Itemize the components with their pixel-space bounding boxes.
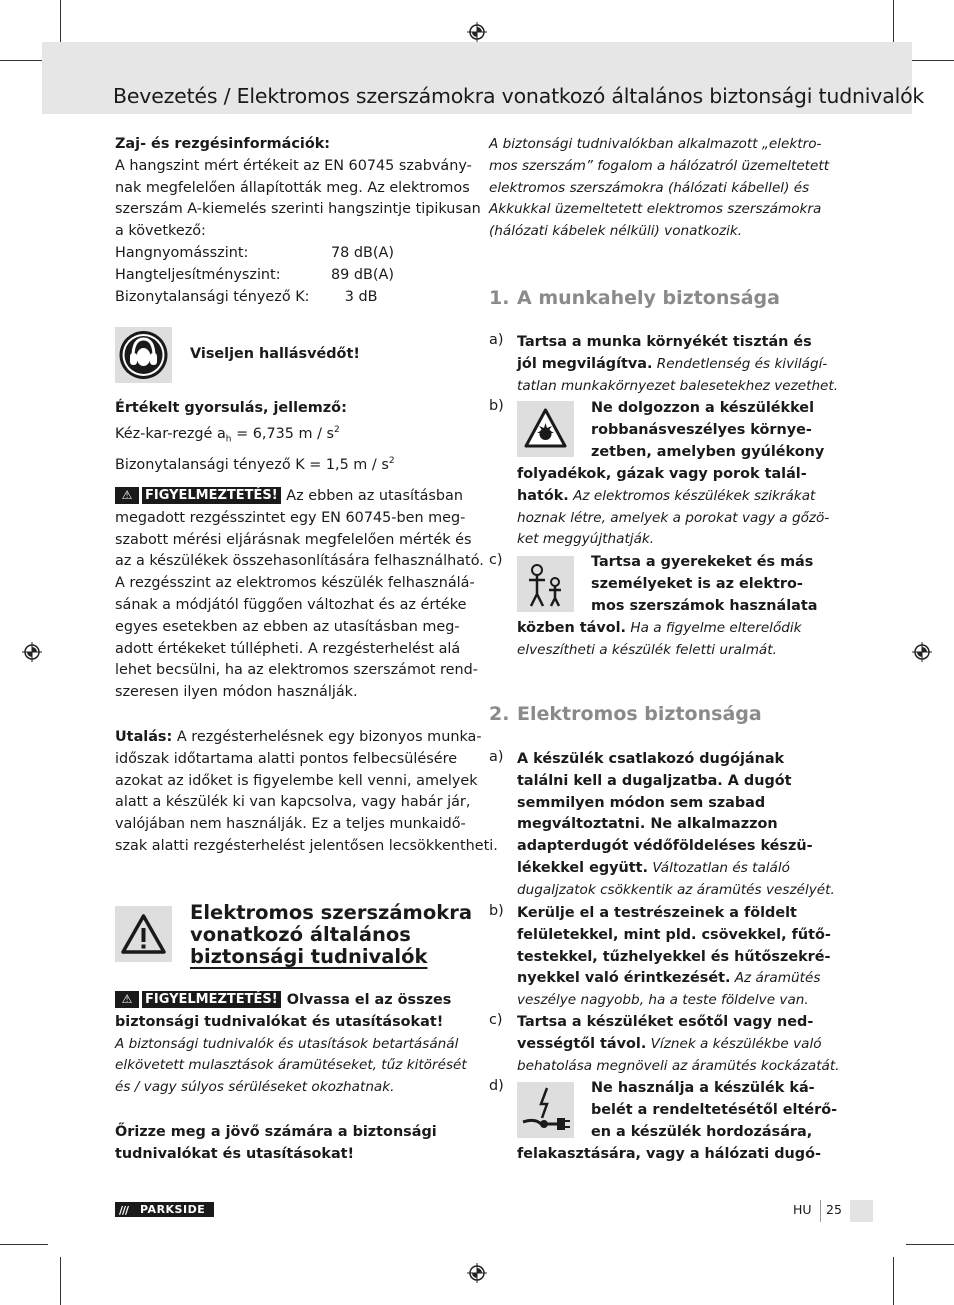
general-safety-title	[190, 902, 472, 968]
intro-line: elektromos szerszámokra (hálózati kábellel) és	[489, 179, 810, 196]
item-label: b)	[489, 903, 504, 919]
item-bold-text: jól megvilágítva.	[517, 355, 653, 372]
warning-text-line: lehet becsülni, ha az elektromos szerszámot rend-	[115, 662, 478, 679]
item-italic-line: ket meggyújthatják.	[517, 531, 655, 548]
note-text: A rezgésterhelésnek egy bizonyos munka-	[172, 729, 482, 745]
keep-instructions-line: tudnivalókat és utasításokat!	[115, 1145, 355, 1162]
general-safety-title-line: Elektromos szerszámokra	[190, 901, 473, 924]
item-bold-line: folyadékok, gázak vagy porok talál-	[517, 466, 807, 482]
item-italic-line: dugaljzatok csökkentik az áramütés veszélyét.	[517, 881, 835, 898]
section-title: A munkahely biztonsága	[517, 287, 780, 309]
item-bold-text: közben távol.	[517, 620, 627, 636]
acceleration-line	[115, 420, 465, 451]
item-bold-text: nyekkel való érintkezését.	[517, 970, 731, 987]
note-line	[115, 727, 482, 749]
spec-label: Hangteljesítményszint:	[115, 266, 281, 283]
keep-instructions-block	[115, 1122, 465, 1166]
item-line	[517, 618, 802, 640]
crop-mark	[893, 1257, 894, 1305]
item-bold-text: lékekkel együtt.	[517, 859, 649, 876]
item-bold-text: vességtől távol.	[517, 1035, 647, 1052]
item-1c-bottom	[517, 618, 802, 662]
item-bold-line: megváltoztatni. Ne alkalmazzon	[517, 816, 778, 833]
language-code: HU	[793, 1202, 812, 1217]
intro-line: (hálózati kábelek nélküli) vonatkozik.	[489, 223, 743, 240]
logo-brand: PARKSIDE	[140, 1203, 206, 1216]
page-title: Bevezetés / Elektromos szerszámokra vonatkozó általános biztonsági tudnivalók	[113, 84, 925, 108]
item-bold-line: Ne használja a készülék ká-	[591, 1080, 815, 1096]
spec-row	[115, 243, 465, 265]
item-bold-line: A készülék csatlakozó dugójának	[517, 751, 785, 767]
section-number: 1.	[489, 287, 510, 309]
note-text-line: szak alatti rezgésterhelést jelentősen lecsökkentheti.	[115, 837, 498, 854]
accel-superscript: 2	[334, 424, 340, 435]
item-line	[517, 858, 835, 880]
warning-triangle-icon: ⚠	[115, 991, 139, 1008]
item-bold-line: mos szerszámok használata	[591, 597, 818, 614]
item-bold-line: találni kell a dugaljzatba. A dugót	[517, 772, 792, 789]
note-block	[115, 727, 498, 858]
item-bold-line: személyeket is az elektro-	[591, 575, 803, 592]
section-2-heading	[489, 703, 762, 725]
registration-mark-icon	[467, 22, 487, 42]
spec-label: Hangnyomásszint:	[115, 244, 249, 261]
warning-text-line: megadott rezgésszintet egy EN 60745-ben meg-	[115, 509, 466, 526]
hearing-protection-text: Viseljen hallásvédőt!	[190, 346, 360, 362]
item-bold-text: hatók.	[517, 487, 569, 504]
logo-stripes: ///	[119, 1204, 129, 1217]
item-label: a)	[489, 749, 504, 765]
keep-instructions-line: Őrizze meg a jövő számára a biztonsági	[115, 1124, 437, 1140]
item-italic-line: elveszítheti a készülék feletti uralmát.	[517, 641, 777, 658]
item-bold-line: adapterdugót védőföldeléses készü-	[517, 838, 813, 855]
noise-line: A hangszint mért értékeit az EN 60745 szabvány-	[115, 157, 472, 174]
intro-line: mos szerszám” fogalom a hálózatról üzemeltetett	[489, 157, 830, 174]
spec-row	[115, 287, 465, 309]
crop-mark	[60, 1257, 61, 1305]
item-line	[517, 968, 831, 990]
item-bold-line: robbanásveszélyes környe-	[591, 421, 812, 438]
spec-row	[115, 265, 465, 287]
warning-text-line: adott értékeket túllépheti. A rezgésterhelést alá	[115, 640, 461, 657]
item-bold-line: Ne dolgozzon a készülékkel	[591, 400, 815, 416]
item-1a	[517, 332, 838, 397]
item-italic-text: Az áramütés	[730, 970, 821, 987]
warning-text-line: biztonsági tudnivalókat és utasításokat!	[115, 1013, 444, 1030]
warning-triangle-icon	[115, 906, 172, 962]
item-line	[517, 1034, 840, 1056]
item-italic-line: tatlan munkakörnyezet balesetekhez vezethet.	[517, 377, 839, 394]
accel-subscript: h	[225, 434, 232, 445]
warning-line	[115, 990, 465, 1012]
warning-italic-line: A biztonsági tudnivalók és utasítások betartásánál	[115, 1035, 459, 1052]
intro-line: Akkukkal üzemeltetett elektromos szerszámokra	[489, 201, 822, 218]
spec-value: 78 dB(A)	[331, 244, 394, 261]
item-italic-line: veszélye nagyobb, ha a teste földelve van.	[517, 992, 809, 1009]
item-label: c)	[489, 1012, 503, 1028]
warning-italic-line: és / vagy súlyos sérüléseket okozhatnak.	[115, 1079, 395, 1096]
warning-text-line: A rezgésszint az elektromos készülék felhasználá-	[115, 575, 475, 592]
item-italic-text: Változatlan és találó	[648, 859, 790, 876]
registration-mark-icon	[22, 642, 42, 662]
footer-tab	[850, 1200, 873, 1222]
spec-label: Bizonytalansági tényező K:	[115, 288, 310, 305]
section-number: 2.	[489, 703, 510, 725]
warning-line	[115, 486, 465, 508]
item-1c-top	[591, 552, 817, 617]
noise-info-block	[115, 134, 481, 308]
warning-label: FIGYELMEZTETÉS!	[142, 487, 281, 504]
note-text-line: azokat az időket is figyelembe kell venni, amelyek	[115, 772, 478, 789]
accel-label: Kéz-kar-rezgé a	[115, 425, 226, 442]
item-line	[517, 354, 838, 376]
warning-block-2	[115, 990, 465, 1099]
warning-text-line: egyes esetekben az ebben az utasításban meg-	[115, 618, 460, 635]
parkside-logo	[115, 1202, 214, 1217]
noise-line: nak megfelelően állapították meg. Az elektromos	[115, 179, 470, 196]
general-safety-title-line: vonatkozó általános	[190, 923, 411, 946]
note-label: Utalás:	[115, 729, 173, 745]
item-italic-text: Ha a figyelme elterelődik	[626, 620, 802, 636]
item-2a	[517, 749, 835, 902]
general-safety-title-line: biztonsági tudnivalók	[190, 945, 428, 968]
item-italic-line: hoznak létre, amelyek a porokat vagy a gőzö-	[517, 509, 830, 526]
warning-text-line: szabott mérési eljárásnak megfelelően mérték és	[115, 531, 472, 548]
crop-mark	[60, 0, 61, 48]
note-text-line: alatt a készülék ki van kapcsolva, vagy habár jár,	[115, 794, 471, 811]
item-bold-line: testekkel, tűzhelyekkel és hűtőszekré-	[517, 948, 831, 965]
explosion-hazard-icon	[517, 401, 574, 457]
warning-text: Olvassa el az összes	[281, 992, 452, 1008]
crop-mark	[906, 60, 954, 61]
noise-heading: Zaj- és rezgésinformációk:	[115, 136, 331, 152]
item-italic-text: Rendetlenség és kivilágí-	[652, 355, 828, 372]
acceleration-block	[115, 398, 465, 477]
warning-text: Az ebben az utasításban	[281, 488, 463, 504]
item-bold-line: en a készülék hordozására,	[591, 1123, 813, 1140]
hearing-protection-icon	[115, 327, 172, 383]
item-bold-line: semmilyen módon sem szabad	[517, 794, 766, 811]
item-2b	[517, 903, 831, 1012]
warning-label: FIGYELMEZTETÉS!	[142, 991, 281, 1008]
uncertainty-line	[115, 451, 465, 477]
item-label: b)	[489, 398, 504, 414]
keep-children-away-icon	[517, 556, 574, 612]
item-1b-bottom	[517, 464, 829, 551]
spec-value: 3 dB	[331, 288, 378, 305]
note-text-line: időszak időtartama alatti pontos felbecsülésére	[115, 750, 458, 767]
item-italic-line: behatolása megnöveli az áramütés kockázatát.	[517, 1057, 840, 1074]
warning-text-line: szeresen ilyen módon használják.	[115, 684, 358, 701]
item-2c	[517, 1012, 840, 1077]
note-text-line: valójában nem használják. Ez a teljes munkaidő-	[115, 816, 466, 833]
item-label: c)	[489, 552, 503, 568]
intro-block	[489, 134, 839, 243]
item-bold-line: Tartsa a munka környékét tisztán és	[517, 334, 812, 350]
crop-mark	[0, 1244, 48, 1245]
item-label: a)	[489, 332, 504, 348]
warning-text-line: az a készülékek összehasonlítására felhasználható.	[115, 553, 484, 570]
footer-divider	[820, 1200, 821, 1222]
accel-value: = 6,735 m / s	[231, 425, 335, 442]
item-bold-line: belét a rendeltetésétől eltérő-	[591, 1101, 838, 1118]
warning-triangle-icon: ⚠	[115, 487, 139, 504]
uncertainty-text: Bizonytalansági tényező K = 1,5 m / s	[115, 457, 389, 474]
spec-value: 89 dB(A)	[331, 266, 394, 283]
item-2d-top	[591, 1078, 837, 1143]
item-bold-line: Tartsa a gyerekeket és más	[591, 554, 814, 570]
item-bold-line: felületekkel, mint pld. csövekkel, fűtő-	[517, 926, 831, 943]
item-line	[517, 486, 829, 508]
section-1-heading	[489, 287, 780, 309]
noise-line: szerszám A-kiemelés szerinti hangszintje tipikusan	[115, 201, 481, 218]
item-bold-line: felakasztására, vagy a hálózati dugó-	[517, 1146, 821, 1162]
acceleration-heading: Értékelt gyorsulás, jellemző:	[115, 400, 347, 416]
crop-mark	[0, 60, 48, 61]
item-2d-bottom	[517, 1144, 821, 1166]
warning-italic-line: elkövetett mulasztások áramütéseket, tűz kitörését	[115, 1057, 467, 1074]
registration-mark-icon	[912, 642, 932, 662]
item-italic-text: Az elektromos készülékek szikrákat	[568, 487, 816, 504]
item-bold-line: Kerülje el a testrészeinek a földelt	[517, 905, 797, 921]
page-number: 25	[826, 1202, 842, 1217]
item-1b-top	[591, 398, 824, 463]
cable-damage-icon	[517, 1082, 574, 1138]
noise-line: a következő:	[115, 223, 206, 240]
uncertainty-superscript: 2	[388, 456, 395, 467]
item-italic-text: Víznek a készülékbe való	[646, 1035, 822, 1052]
section-title: Elektromos biztonsága	[517, 703, 762, 725]
item-bold-line: zetben, amelyben gyúlékony	[591, 443, 825, 460]
crop-mark	[906, 1244, 954, 1245]
crop-mark	[893, 0, 894, 48]
registration-mark-icon	[467, 1263, 487, 1283]
warning-text-line: sának a módjától függően változhat és az értéke	[115, 596, 467, 613]
item-bold-line: Tartsa a készüléket esőtől vagy ned-	[517, 1014, 814, 1030]
intro-line: A biztonsági tudnivalókban alkalmazott „elektro-	[489, 136, 822, 152]
warning-block-1	[115, 486, 484, 704]
item-label: d)	[489, 1078, 504, 1094]
